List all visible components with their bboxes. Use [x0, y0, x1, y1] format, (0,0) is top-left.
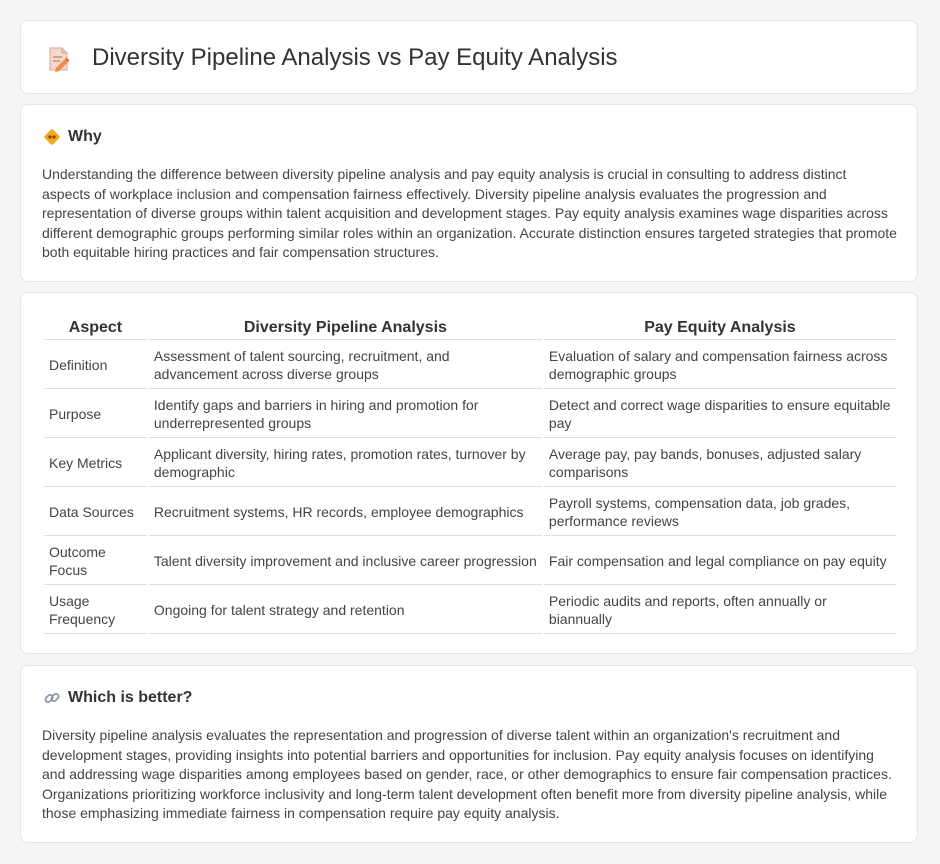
pay-equity-cell: Fair compensation and legal compliance on pay equity [544, 538, 896, 585]
table-row [44, 489, 896, 536]
table-row [44, 391, 896, 438]
table-row [44, 440, 896, 487]
why-section [20, 104, 918, 282]
column-header-aspect: Aspect [44, 316, 147, 340]
table-row [44, 342, 896, 389]
page-title: Diversity Pipeline Analysis vs Pay Equity Analysis [92, 44, 618, 71]
aspect-cell: Purpose [44, 391, 147, 438]
table-row [44, 587, 896, 634]
aspect-cell: Data Sources [44, 489, 147, 536]
diamond-sign-icon [43, 128, 61, 146]
why-heading: Why [68, 128, 102, 145]
why-body: Understanding the difference between diversity pipeline analysis and pay equity analysis is crucial in consulting to address distinct aspects of workplace inclusion and compensation fairness effectively. Diversity pipeline analysis evaluates the progression and representation of diverse groups within talent acquisition and development stages. Pay equity analysis examines wage disparities across different demographic groups performing similar roles within an organization. Accurate distinction ensures targeted strategies that promote both equitable hiring practices and fair compensation structures. [42, 166, 897, 261]
pay-equity-cell: Periodic audits and reports, often annually or biannually [544, 587, 896, 634]
pay-equity-cell: Detect and correct wage disparities to ensure equitable pay [544, 391, 896, 438]
pay-equity-cell: Evaluation of salary and compensation fairness across demographic groups [544, 342, 896, 389]
document-pencil-icon [47, 45, 71, 73]
diversity-cell: Assessment of talent sourcing, recruitment, and advancement across diverse groups [149, 342, 542, 389]
better-heading: Which is better? [68, 689, 193, 706]
table-row [44, 538, 896, 585]
column-header-pay-equity: Pay Equity Analysis [544, 316, 896, 340]
diversity-cell: Applicant diversity, hiring rates, promotion rates, turnover by demographic [149, 440, 542, 487]
aspect-cell: Key Metrics [44, 440, 147, 487]
better-body: Diversity pipeline analysis evaluates the representation and progression of diverse talent within an organization's recruitment and development stages, providing insights into potential barriers and opportunities for inclusion. Pay equity analysis focuses on identifying and addressing wage disparities among employees based on gender, race, or other demographics to ensure fair compensation practices. Organizations prioritizing workforce inclusivity and long-term talent development often benefit more from diversity pipeline analysis, while those emphasizing immediate fairness in compensation require pay equity analysis. [42, 727, 892, 822]
diversity-cell: Ongoing for talent strategy and retention [149, 587, 542, 634]
column-header-diversity: Diversity Pipeline Analysis [149, 316, 542, 340]
diversity-cell: Identify gaps and barriers in hiring and promotion for underrepresented groups [149, 391, 542, 438]
title-card [20, 20, 918, 94]
aspect-cell: Usage Frequency [44, 587, 147, 634]
comparison-section [20, 292, 918, 654]
better-header [43, 688, 192, 708]
which-is-better-section [20, 665, 918, 843]
why-header [43, 127, 102, 147]
pay-equity-cell: Average pay, pay bands, bonuses, adjusted salary comparisons [544, 440, 896, 487]
table-header-row [44, 316, 896, 340]
aspect-cell: Outcome Focus [44, 538, 147, 585]
pay-equity-cell: Payroll systems, compensation data, job grades, performance reviews [544, 489, 896, 536]
link-icon [43, 689, 61, 707]
comparison-table [42, 314, 898, 636]
aspect-cell: Definition [44, 342, 147, 389]
diversity-cell: Talent diversity improvement and inclusive career progression [149, 538, 542, 585]
diversity-cell: Recruitment systems, HR records, employee demographics [149, 489, 542, 536]
